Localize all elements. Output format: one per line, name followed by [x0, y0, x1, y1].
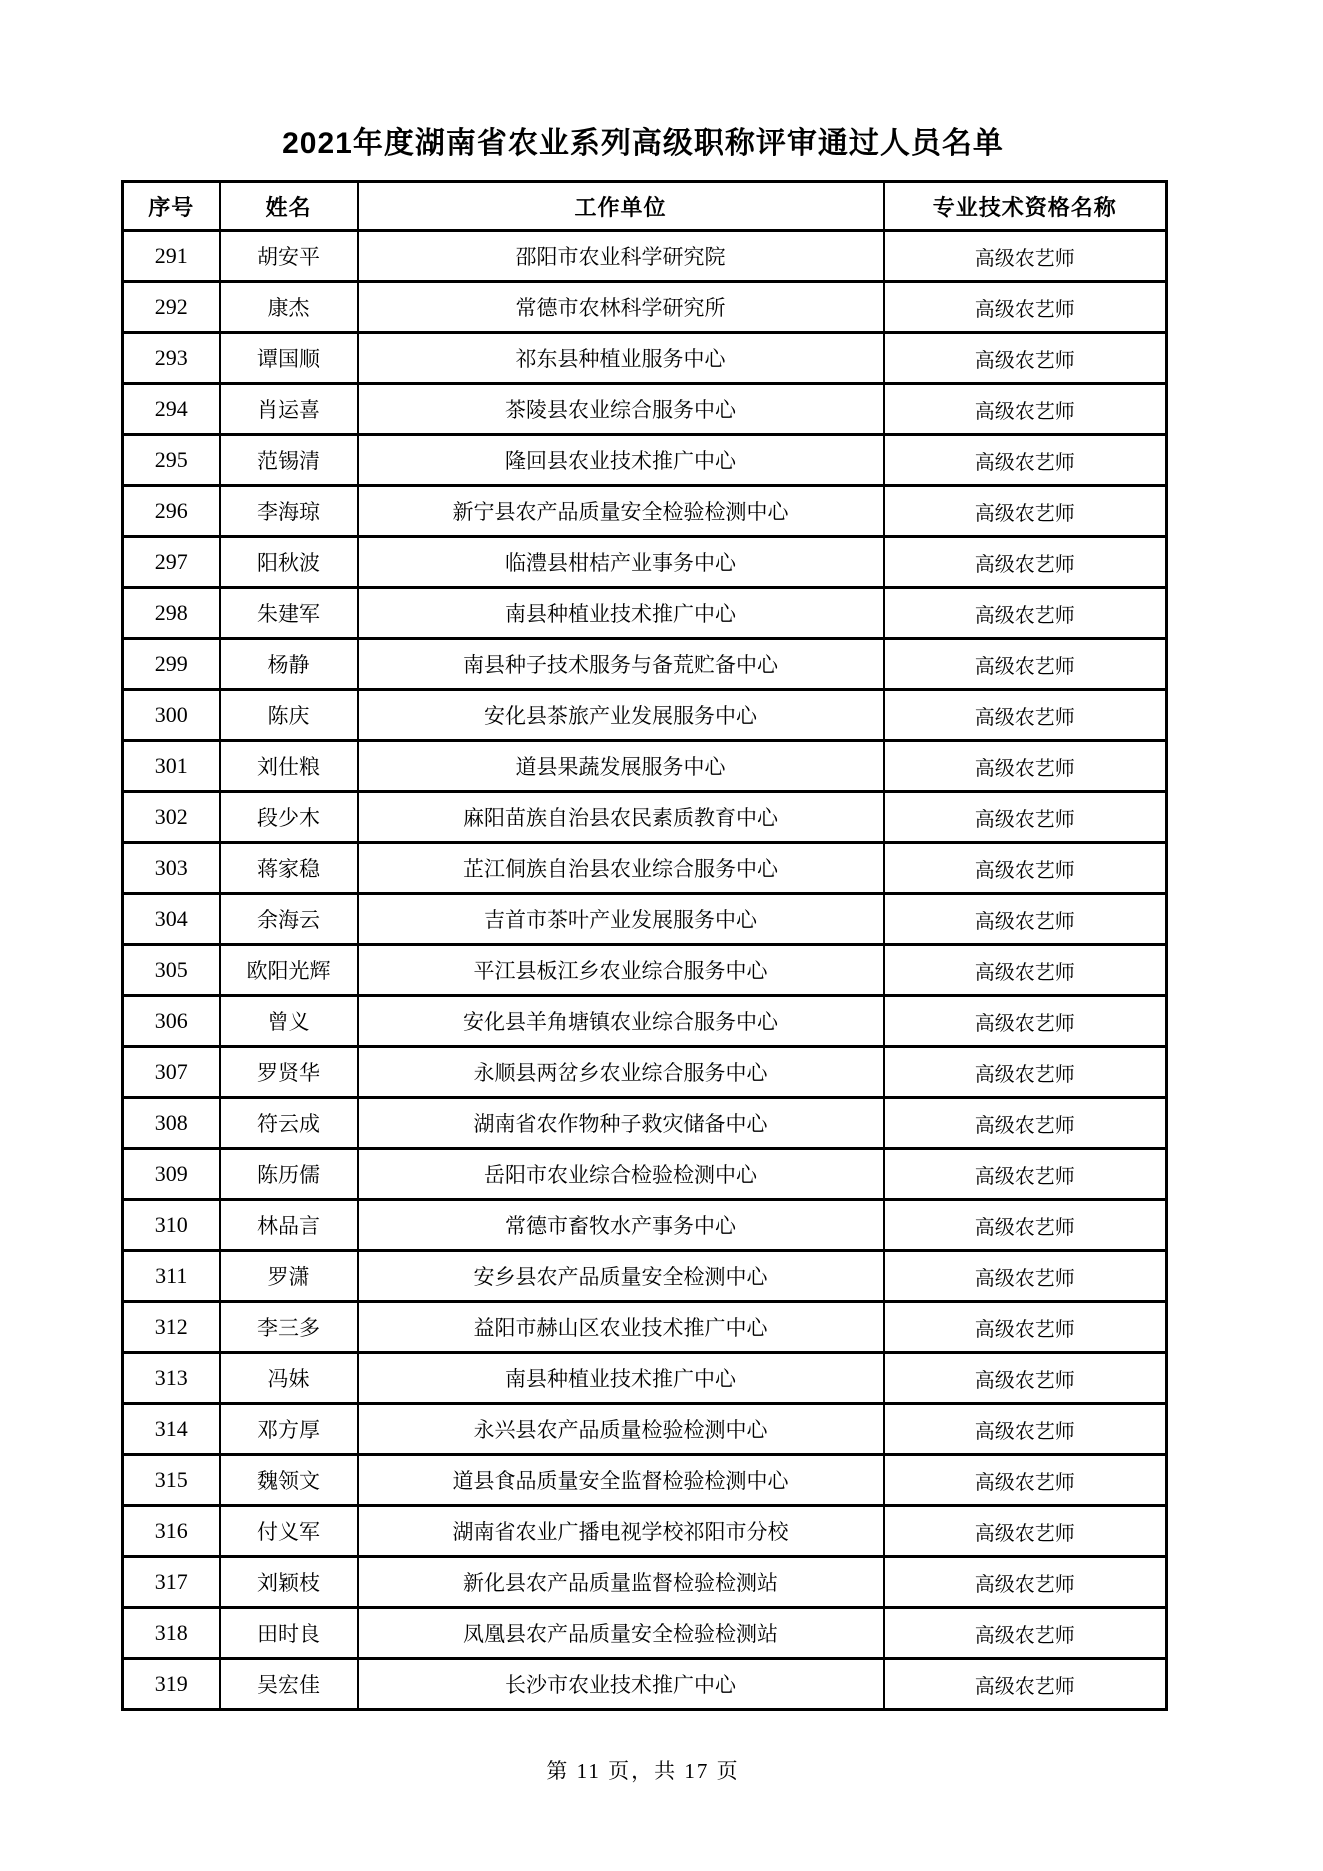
cell-serial-number: 310 [123, 1200, 220, 1251]
header-name: 姓名 [220, 182, 358, 231]
cell-qualification: 高级农艺师 [884, 639, 1167, 690]
cell-name: 曾义 [220, 996, 358, 1047]
cell-work-unit: 南县种子技术服务与备荒贮备中心 [358, 639, 884, 690]
header-qualification-title: 专业技术资格名称 [884, 182, 1167, 231]
cell-work-unit: 永顺县两岔乡农业综合服务中心 [358, 1047, 884, 1098]
cell-name: 付义军 [220, 1506, 358, 1557]
cell-qualification: 高级农艺师 [884, 1506, 1167, 1557]
table-row [123, 333, 1167, 384]
cell-name: 谭国顺 [220, 333, 358, 384]
cell-serial-number: 301 [123, 741, 220, 792]
cell-serial-number: 300 [123, 690, 220, 741]
cell-name: 田时良 [220, 1608, 358, 1659]
cell-qualification: 高级农艺师 [884, 435, 1167, 486]
cell-serial-number: 298 [123, 588, 220, 639]
cell-qualification: 高级农艺师 [884, 1353, 1167, 1404]
cell-name: 段少木 [220, 792, 358, 843]
cell-serial-number: 314 [123, 1404, 220, 1455]
cell-serial-number: 318 [123, 1608, 220, 1659]
table-row [123, 996, 1167, 1047]
cell-serial-number: 295 [123, 435, 220, 486]
cell-qualification: 高级农艺师 [884, 1149, 1167, 1200]
cell-qualification: 高级农艺师 [884, 231, 1167, 282]
cell-serial-number: 304 [123, 894, 220, 945]
table-row [123, 1251, 1167, 1302]
cell-work-unit: 邵阳市农业科学研究院 [358, 231, 884, 282]
cell-work-unit: 凤凰县农产品质量安全检验检测站 [358, 1608, 884, 1659]
cell-work-unit: 茶陵县农业综合服务中心 [358, 384, 884, 435]
cell-work-unit: 临澧县柑桔产业事务中心 [358, 537, 884, 588]
cell-name: 杨静 [220, 639, 358, 690]
cell-work-unit: 吉首市茶叶产业发展服务中心 [358, 894, 884, 945]
cell-work-unit: 隆回县农业技术推广中心 [358, 435, 884, 486]
cell-serial-number: 303 [123, 843, 220, 894]
cell-qualification: 高级农艺师 [884, 1047, 1167, 1098]
cell-work-unit: 平江县板江乡农业综合服务中心 [358, 945, 884, 996]
cell-serial-number: 309 [123, 1149, 220, 1200]
table-row [123, 894, 1167, 945]
cell-work-unit: 安化县羊角塘镇农业综合服务中心 [358, 996, 884, 1047]
table-row [123, 1557, 1167, 1608]
table-row [123, 1353, 1167, 1404]
table-row [123, 1608, 1167, 1659]
cell-serial-number: 292 [123, 282, 220, 333]
table-row [123, 231, 1167, 282]
cell-serial-number: 316 [123, 1506, 220, 1557]
cell-name: 刘颖枝 [220, 1557, 358, 1608]
cell-qualification: 高级农艺师 [884, 741, 1167, 792]
table-row [123, 486, 1167, 537]
table-row [123, 1098, 1167, 1149]
cell-qualification: 高级农艺师 [884, 894, 1167, 945]
cell-qualification: 高级农艺师 [884, 945, 1167, 996]
page-title: 2021年度湖南省农业系列高级职称评审通过人员名单 [282, 127, 1004, 160]
cell-qualification: 高级农艺师 [884, 282, 1167, 333]
cell-name: 魏领文 [220, 1455, 358, 1506]
table-row [123, 1047, 1167, 1098]
table-row [123, 282, 1167, 333]
cell-serial-number: 319 [123, 1659, 220, 1710]
table-row [123, 843, 1167, 894]
cell-work-unit: 永兴县农产品质量检验检测中心 [358, 1404, 884, 1455]
cell-qualification: 高级农艺师 [884, 384, 1167, 435]
cell-serial-number: 308 [123, 1098, 220, 1149]
cell-qualification: 高级农艺师 [884, 486, 1167, 537]
table-row [123, 1506, 1167, 1557]
cell-qualification: 高级农艺师 [884, 1200, 1167, 1251]
cell-work-unit: 湖南省农业广播电视学校祁阳市分校 [358, 1506, 884, 1557]
table-row [123, 1200, 1167, 1251]
cell-work-unit: 常德市畜牧水产事务中心 [358, 1200, 884, 1251]
cell-work-unit: 新宁县农产品质量安全检验检测中心 [358, 486, 884, 537]
cell-name: 朱建军 [220, 588, 358, 639]
cell-qualification: 高级农艺师 [884, 843, 1167, 894]
cell-qualification: 高级农艺师 [884, 1455, 1167, 1506]
cell-qualification: 高级农艺师 [884, 333, 1167, 384]
header-work-unit: 工作单位 [358, 182, 884, 231]
cell-name: 邓方厚 [220, 1404, 358, 1455]
cell-work-unit: 益阳市赫山区农业技术推广中心 [358, 1302, 884, 1353]
cell-work-unit: 芷江侗族自治县农业综合服务中心 [358, 843, 884, 894]
cell-serial-number: 291 [123, 231, 220, 282]
cell-qualification: 高级农艺师 [884, 996, 1167, 1047]
header-serial-number: 序号 [123, 182, 220, 231]
cell-name: 刘仕粮 [220, 741, 358, 792]
cell-work-unit: 新化县农产品质量监督检验检测站 [358, 1557, 884, 1608]
cell-serial-number: 293 [123, 333, 220, 384]
cell-serial-number: 312 [123, 1302, 220, 1353]
table-row [123, 435, 1167, 486]
table-row [123, 1149, 1167, 1200]
cell-serial-number: 299 [123, 639, 220, 690]
cell-serial-number: 315 [123, 1455, 220, 1506]
cell-qualification: 高级农艺师 [884, 1557, 1167, 1608]
cell-name: 余海云 [220, 894, 358, 945]
cell-serial-number: 296 [123, 486, 220, 537]
cell-work-unit: 祁东县种植业服务中心 [358, 333, 884, 384]
cell-name: 陈历儒 [220, 1149, 358, 1200]
cell-name: 符云成 [220, 1098, 358, 1149]
cell-work-unit: 安乡县农产品质量安全检测中心 [358, 1251, 884, 1302]
cell-qualification: 高级农艺师 [884, 1659, 1167, 1710]
cell-name: 阳秋波 [220, 537, 358, 588]
cell-work-unit: 南县种植业技术推广中心 [358, 588, 884, 639]
table-row [123, 537, 1167, 588]
cell-work-unit: 常德市农林科学研究所 [358, 282, 884, 333]
cell-serial-number: 307 [123, 1047, 220, 1098]
cell-serial-number: 317 [123, 1557, 220, 1608]
cell-qualification: 高级农艺师 [884, 1098, 1167, 1149]
cell-name: 罗潇 [220, 1251, 358, 1302]
cell-serial-number: 306 [123, 996, 220, 1047]
document-content [121, 0, 1165, 1785]
cell-name: 康杰 [220, 282, 358, 333]
table-row [123, 1404, 1167, 1455]
cell-serial-number: 313 [123, 1353, 220, 1404]
cell-work-unit: 长沙市农业技术推广中心 [358, 1659, 884, 1710]
cell-qualification: 高级农艺师 [884, 537, 1167, 588]
table-row [123, 945, 1167, 996]
cell-work-unit: 岳阳市农业综合检验检测中心 [358, 1149, 884, 1200]
cell-serial-number: 311 [123, 1251, 220, 1302]
cell-qualification: 高级农艺师 [884, 792, 1167, 843]
cell-qualification: 高级农艺师 [884, 690, 1167, 741]
table-row [123, 639, 1167, 690]
cell-qualification: 高级农艺师 [884, 588, 1167, 639]
table-row [123, 1455, 1167, 1506]
cell-qualification: 高级农艺师 [884, 1251, 1167, 1302]
cell-serial-number: 297 [123, 537, 220, 588]
cell-name: 范锡清 [220, 435, 358, 486]
cell-name: 李海琼 [220, 486, 358, 537]
table-row [123, 384, 1167, 435]
cell-qualification: 高级农艺师 [884, 1608, 1167, 1659]
personnel-table [121, 180, 1168, 1711]
cell-name: 李三多 [220, 1302, 358, 1353]
table-row [123, 690, 1167, 741]
cell-serial-number: 294 [123, 384, 220, 435]
cell-name: 罗贤华 [220, 1047, 358, 1098]
cell-work-unit: 安化县茶旅产业发展服务中心 [358, 690, 884, 741]
cell-name: 蒋家稳 [220, 843, 358, 894]
cell-name: 欧阳光辉 [220, 945, 358, 996]
table-row [123, 741, 1167, 792]
cell-qualification: 高级农艺师 [884, 1302, 1167, 1353]
cell-name: 冯妹 [220, 1353, 358, 1404]
cell-serial-number: 305 [123, 945, 220, 996]
page-number-footer: 第 11 页，共 17 页 [546, 1759, 740, 1783]
cell-work-unit: 道县果蔬发展服务中心 [358, 741, 884, 792]
cell-name: 林品言 [220, 1200, 358, 1251]
cell-name: 肖运喜 [220, 384, 358, 435]
cell-serial-number: 302 [123, 792, 220, 843]
table-row [123, 792, 1167, 843]
cell-name: 胡安平 [220, 231, 358, 282]
cell-work-unit: 南县种植业技术推广中心 [358, 1353, 884, 1404]
cell-work-unit: 湖南省农作物种子救灾储备中心 [358, 1098, 884, 1149]
cell-work-unit: 道县食品质量安全监督检验检测中心 [358, 1455, 884, 1506]
table-row [123, 1302, 1167, 1353]
table-header-row [123, 182, 1167, 231]
cell-name: 陈庆 [220, 690, 358, 741]
cell-name: 吴宏佳 [220, 1659, 358, 1710]
table-body [123, 231, 1167, 1710]
table-row [123, 1659, 1167, 1710]
table-row [123, 588, 1167, 639]
cell-qualification: 高级农艺师 [884, 1404, 1167, 1455]
cell-work-unit: 麻阳苗族自治县农民素质教育中心 [358, 792, 884, 843]
